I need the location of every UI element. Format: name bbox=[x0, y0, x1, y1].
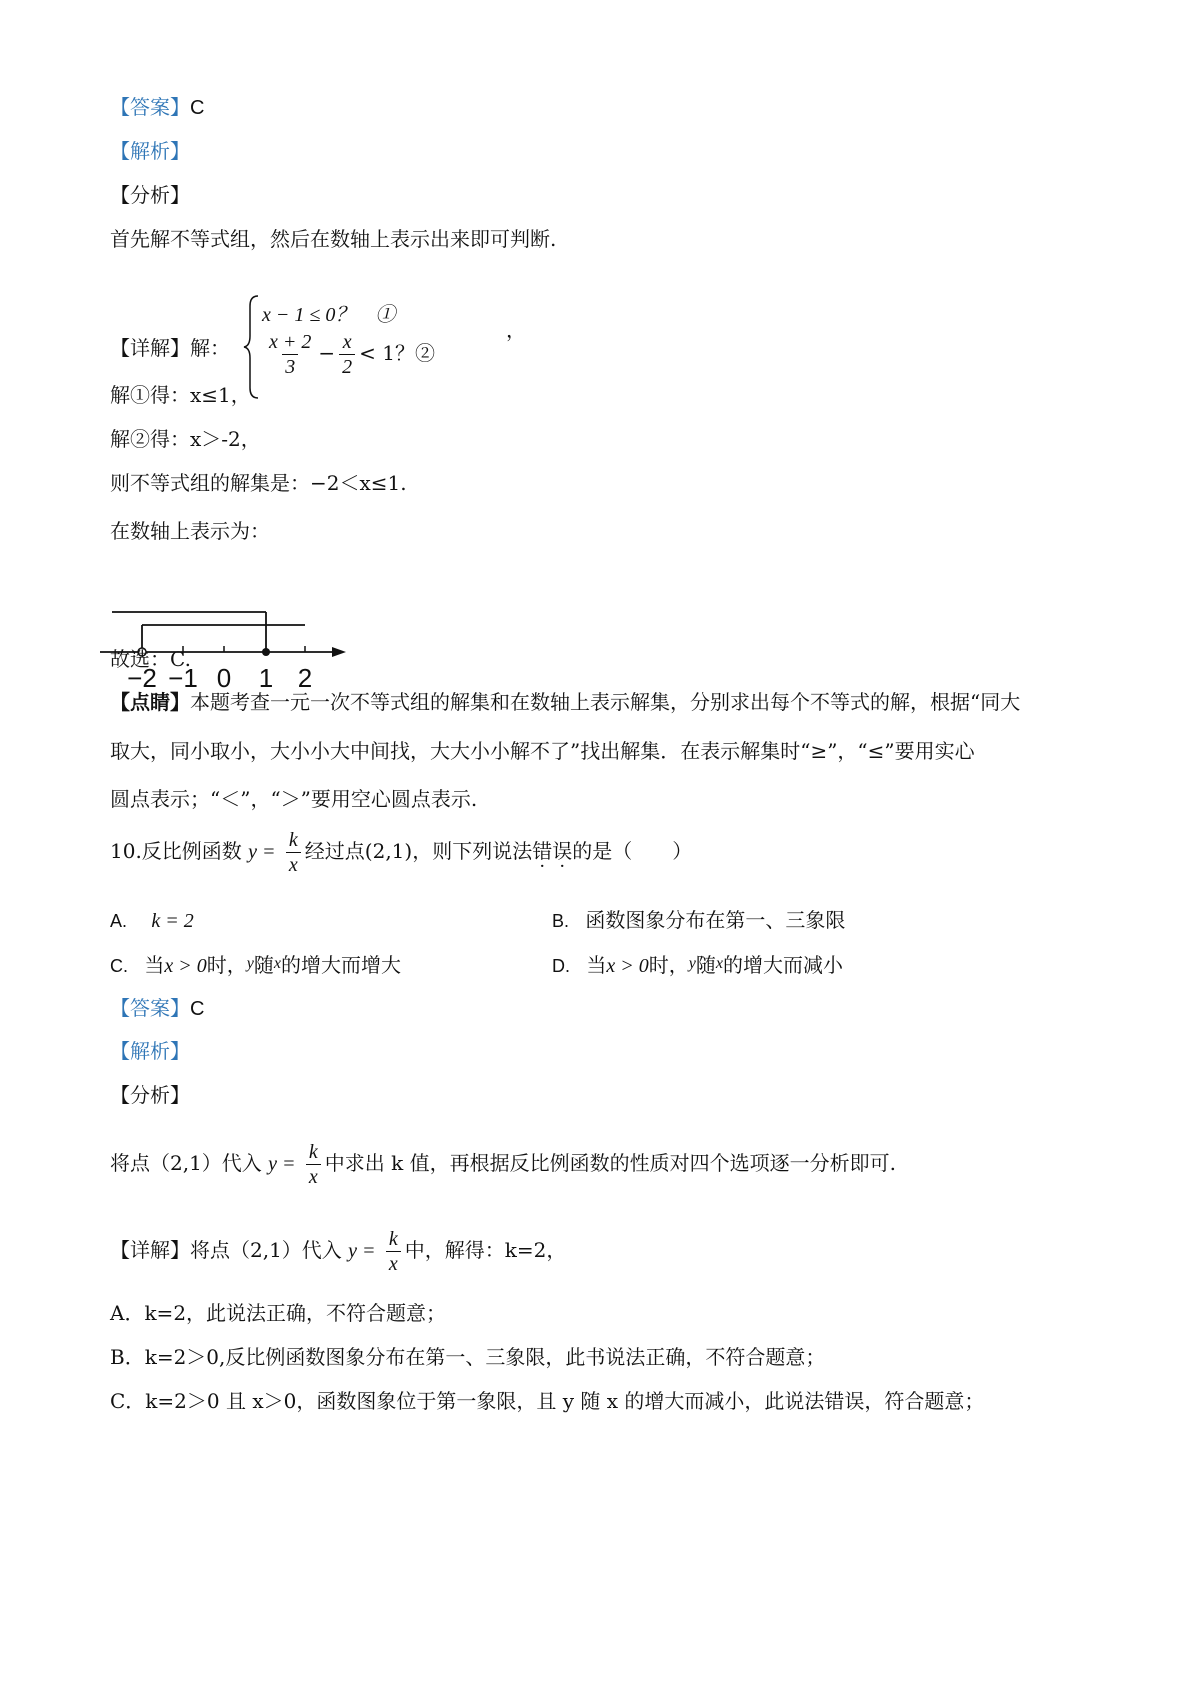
choice-line: 故选：C. bbox=[110, 647, 191, 671]
fraction-denominator: x bbox=[386, 1251, 401, 1276]
stem-post: ，则下列说法 bbox=[412, 839, 533, 863]
option-d-when: 当 bbox=[586, 953, 607, 977]
fraction-2-denominator: 2 bbox=[339, 354, 355, 379]
option-d-sui: 随 bbox=[695, 953, 716, 977]
step-3: 则不等式组的解集是：−2＜x≤1. bbox=[110, 471, 407, 495]
option-c-when: 当 bbox=[144, 953, 165, 977]
stem-end: 的是（ ） bbox=[572, 839, 693, 863]
k-over-x-fraction bbox=[306, 1140, 321, 1189]
answer-tag: 【答案】 bbox=[110, 996, 190, 1020]
option-c[interactable] bbox=[110, 950, 401, 980]
analysis-tag: 【解析】 bbox=[110, 1039, 190, 1063]
option-c-label: C. bbox=[110, 956, 128, 976]
k-over-x-fraction bbox=[386, 1227, 401, 1276]
option-c-sui: 随 bbox=[253, 953, 274, 977]
fraction-numerator: k bbox=[308, 1141, 318, 1163]
dianjing-tag: 【点睛】 bbox=[110, 690, 190, 714]
fenxi-text: 首先解不等式组，然后在数轴上表示出来即可判断. bbox=[110, 227, 557, 251]
inequality-1: x − 1 ≤ 0？ ① bbox=[262, 304, 396, 326]
option-a[interactable] bbox=[110, 906, 194, 935]
dianjing-line-2: 取大，同小取小，大小小大中间找，大大小小解不了”找出解集．在表示解集时“≥”，“≤”要用实心 bbox=[110, 739, 975, 763]
emphasis-char: 错 bbox=[532, 839, 553, 863]
option-a-text: k = 2 bbox=[151, 910, 194, 932]
option-c-y: y bbox=[246, 955, 254, 972]
system-comma: ， bbox=[506, 318, 526, 342]
answer-value: C bbox=[190, 998, 205, 1020]
option-d-y: y bbox=[688, 955, 696, 972]
option-d-label: D. bbox=[552, 956, 570, 976]
option-d-comma: 时， bbox=[648, 953, 689, 977]
fraction-2-numerator: x bbox=[342, 331, 352, 353]
tick-label: −2 bbox=[127, 663, 157, 693]
step-4: 在数轴上表示为： bbox=[110, 519, 270, 543]
fraction-1-numerator: x + 2 bbox=[269, 331, 312, 353]
dianjing-line-1 bbox=[110, 688, 1020, 716]
tick-label: 2 bbox=[297, 663, 313, 693]
tick-label: −1 bbox=[168, 663, 198, 693]
detail-tag: 【详解】解： bbox=[110, 336, 230, 360]
y-equals: y = bbox=[248, 841, 276, 863]
minus-sign: − bbox=[318, 341, 336, 365]
option-a-label: A. bbox=[110, 911, 128, 931]
question-10-stem bbox=[110, 828, 692, 877]
option-b[interactable] bbox=[552, 906, 845, 935]
point: (2,1) bbox=[364, 839, 413, 863]
analysis-line-a: A．k=2，此说法正确，不符合题意； bbox=[110, 1301, 447, 1325]
option-b-text: 函数图象分布在第一、三象限 bbox=[585, 908, 846, 932]
y-equals: y = bbox=[348, 1240, 376, 1262]
fenxi-prefix: 将点（2,1）代入 bbox=[110, 1151, 262, 1175]
option-c-comma: 时， bbox=[206, 953, 247, 977]
step-1: 解①得：x≤1， bbox=[110, 383, 251, 407]
fraction-2 bbox=[339, 330, 355, 379]
stem-prefix: 10.反比例函数 bbox=[110, 839, 242, 863]
analysis-line-c: C．k=2＞0 且 x＞0，函数图象位于第一象限，且 y 随 x 的增大而减小，此说法错误，符合题意； bbox=[110, 1389, 985, 1413]
fraction-numerator: k bbox=[388, 1228, 398, 1250]
dianjing-text-1: 本题考查一元一次不等式组的解集和在数轴上表示解集，分别求出每个不等式的解，根据“同大 bbox=[190, 690, 1021, 714]
fraction-denominator: x bbox=[286, 852, 301, 877]
answer-value: C bbox=[190, 97, 205, 119]
fenxi-tag: 【分析】 bbox=[110, 1083, 190, 1107]
emphasis-char: 误 bbox=[552, 839, 573, 863]
fraction-1 bbox=[266, 330, 314, 379]
analysis-line-b: B．k=2＞0,反比例函数图象分布在第一、三象限，此书说法正确，不符合题意； bbox=[110, 1345, 826, 1369]
option-d-x: x bbox=[715, 955, 723, 972]
tick-label: 1 bbox=[258, 663, 274, 693]
tick-label: 0 bbox=[216, 663, 232, 693]
dianjing-line-3: 圆点表示；“＜”，“＞”要用空心圆点表示. bbox=[110, 787, 478, 811]
option-d-end: 的增大而减小 bbox=[722, 953, 843, 977]
fraction-denominator: x bbox=[306, 1164, 321, 1189]
detail-line bbox=[110, 1221, 566, 1280]
inequality-2-tail: < 1？② bbox=[359, 341, 435, 365]
y-equals: y = bbox=[268, 1153, 296, 1175]
option-c-condition: x > 0 bbox=[164, 955, 207, 977]
answer-line-q9 bbox=[110, 93, 204, 122]
option-c-end: 的增大而增大 bbox=[280, 953, 401, 977]
fenxi-suffix: 中求出 k 值，再根据反比例函数的性质对四个选项逐一分析即可. bbox=[324, 1151, 896, 1175]
fraction-1-denominator: 3 bbox=[282, 354, 298, 379]
detail-prefix: 【详解】将点（2,1）代入 bbox=[110, 1238, 342, 1262]
option-d-condition: x > 0 bbox=[606, 955, 649, 977]
step-2: 解②得：x＞-2， bbox=[110, 427, 261, 451]
fenxi-line bbox=[110, 1134, 896, 1193]
arrow-right-icon bbox=[332, 647, 346, 657]
answer-tag: 【答案】 bbox=[110, 95, 190, 119]
filled-circle-icon bbox=[262, 648, 270, 656]
answer-line-q10 bbox=[110, 994, 204, 1023]
detail-suffix: 中，解得：k=2， bbox=[404, 1238, 567, 1262]
fenxi-tag: 【分析】 bbox=[110, 183, 190, 207]
inequality-2 bbox=[262, 330, 435, 379]
k-over-x-fraction bbox=[286, 828, 301, 877]
option-d[interactable] bbox=[552, 950, 843, 980]
stem-middle: 经过点 bbox=[304, 839, 365, 863]
option-b-label: B. bbox=[552, 911, 570, 931]
option-c-x: x bbox=[273, 955, 281, 972]
fraction-numerator: k bbox=[288, 829, 298, 851]
analysis-tag: 【解析】 bbox=[110, 139, 190, 163]
